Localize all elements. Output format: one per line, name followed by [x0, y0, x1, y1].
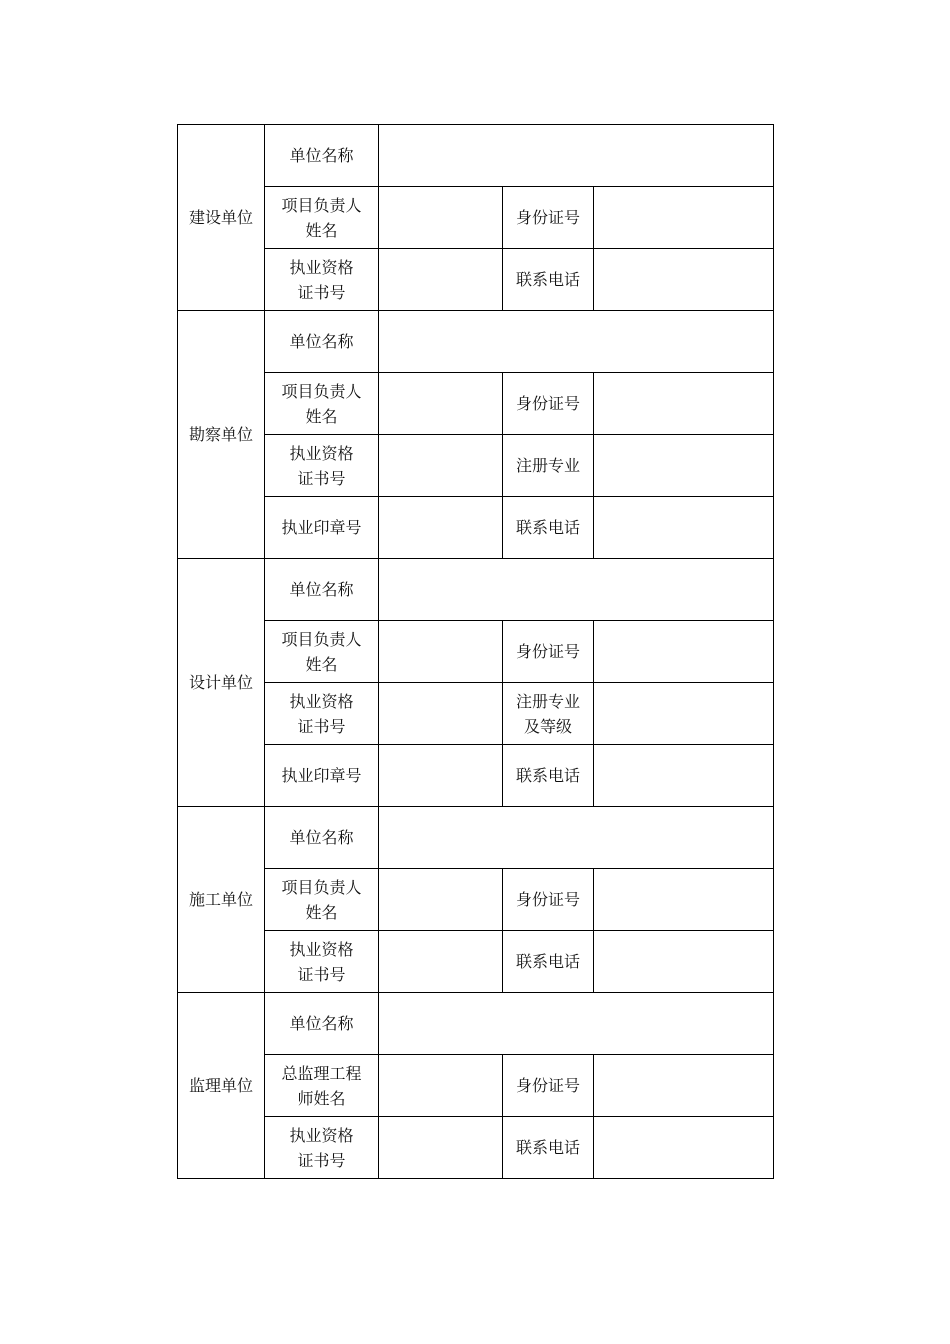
field-value[interactable]: [379, 187, 503, 249]
field-label: 联系电话: [503, 931, 594, 993]
section-name: 设计单位: [178, 559, 265, 807]
field-label: 身份证号: [503, 187, 594, 249]
field-value[interactable]: [379, 621, 503, 683]
field-value[interactable]: [594, 621, 774, 683]
table-row: [178, 621, 774, 683]
field-value[interactable]: [594, 435, 774, 497]
field-label: 单位名称: [265, 559, 379, 621]
field-label: 联系电话: [503, 745, 594, 807]
field-label: 注册专业: [503, 435, 594, 497]
field-value[interactable]: [379, 559, 774, 621]
field-label: 身份证号: [503, 1055, 594, 1117]
field-label: 执业资格 证书号: [265, 435, 379, 497]
field-label: 联系电话: [503, 497, 594, 559]
field-label: 单位名称: [265, 311, 379, 373]
field-label: 注册专业 及等级: [503, 683, 594, 745]
field-label: 身份证号: [503, 869, 594, 931]
field-value[interactable]: [594, 249, 774, 311]
table-row: [178, 311, 774, 373]
field-value[interactable]: [379, 435, 503, 497]
field-value[interactable]: [379, 125, 774, 187]
table-row: [178, 187, 774, 249]
table-row: [178, 807, 774, 869]
section-name: 建设单位: [178, 125, 265, 311]
field-value[interactable]: [594, 373, 774, 435]
table-row: [178, 1055, 774, 1117]
field-label: 项目负责人 姓名: [265, 373, 379, 435]
table-row: [178, 497, 774, 559]
field-value[interactable]: [379, 497, 503, 559]
table-row: [178, 993, 774, 1055]
field-value[interactable]: [379, 373, 503, 435]
field-value[interactable]: [379, 993, 774, 1055]
field-label: 执业资格 证书号: [265, 249, 379, 311]
field-label: 执业资格 证书号: [265, 683, 379, 745]
field-value[interactable]: [594, 1055, 774, 1117]
field-label: 项目负责人 姓名: [265, 187, 379, 249]
field-value[interactable]: [379, 807, 774, 869]
table-row: [178, 931, 774, 993]
field-value[interactable]: [594, 869, 774, 931]
field-value[interactable]: [594, 745, 774, 807]
field-label: 项目负责人 姓名: [265, 869, 379, 931]
field-label: 联系电话: [503, 1117, 594, 1179]
section-name: 施工单位: [178, 807, 265, 993]
field-value[interactable]: [379, 1055, 503, 1117]
table-row: [178, 683, 774, 745]
field-label: 单位名称: [265, 993, 379, 1055]
field-label: 身份证号: [503, 621, 594, 683]
field-label: 联系电话: [503, 249, 594, 311]
table-row: [178, 559, 774, 621]
field-value[interactable]: [379, 683, 503, 745]
field-label: 总监理工程 师姓名: [265, 1055, 379, 1117]
unit-info-form-table: [177, 124, 774, 1179]
section-name: 勘察单位: [178, 311, 265, 559]
table-row: [178, 249, 774, 311]
table-row: [178, 125, 774, 187]
field-value[interactable]: [379, 1117, 503, 1179]
field-value[interactable]: [594, 931, 774, 993]
field-value[interactable]: [594, 187, 774, 249]
field-label: 执业印章号: [265, 745, 379, 807]
field-label: 项目负责人 姓名: [265, 621, 379, 683]
field-value[interactable]: [379, 745, 503, 807]
field-label: 单位名称: [265, 125, 379, 187]
field-value[interactable]: [379, 249, 503, 311]
field-label: 身份证号: [503, 373, 594, 435]
field-value[interactable]: [379, 869, 503, 931]
field-value[interactable]: [594, 683, 774, 745]
table-row: [178, 373, 774, 435]
section-name: 监理单位: [178, 993, 265, 1179]
table-row: [178, 745, 774, 807]
field-value[interactable]: [379, 931, 503, 993]
table-row: [178, 869, 774, 931]
field-label: 执业资格 证书号: [265, 931, 379, 993]
field-label: 单位名称: [265, 807, 379, 869]
field-value[interactable]: [594, 497, 774, 559]
field-label: 执业资格 证书号: [265, 1117, 379, 1179]
field-value[interactable]: [379, 311, 774, 373]
field-value[interactable]: [594, 1117, 774, 1179]
table-row: [178, 1117, 774, 1179]
table-row: [178, 435, 774, 497]
field-label: 执业印章号: [265, 497, 379, 559]
